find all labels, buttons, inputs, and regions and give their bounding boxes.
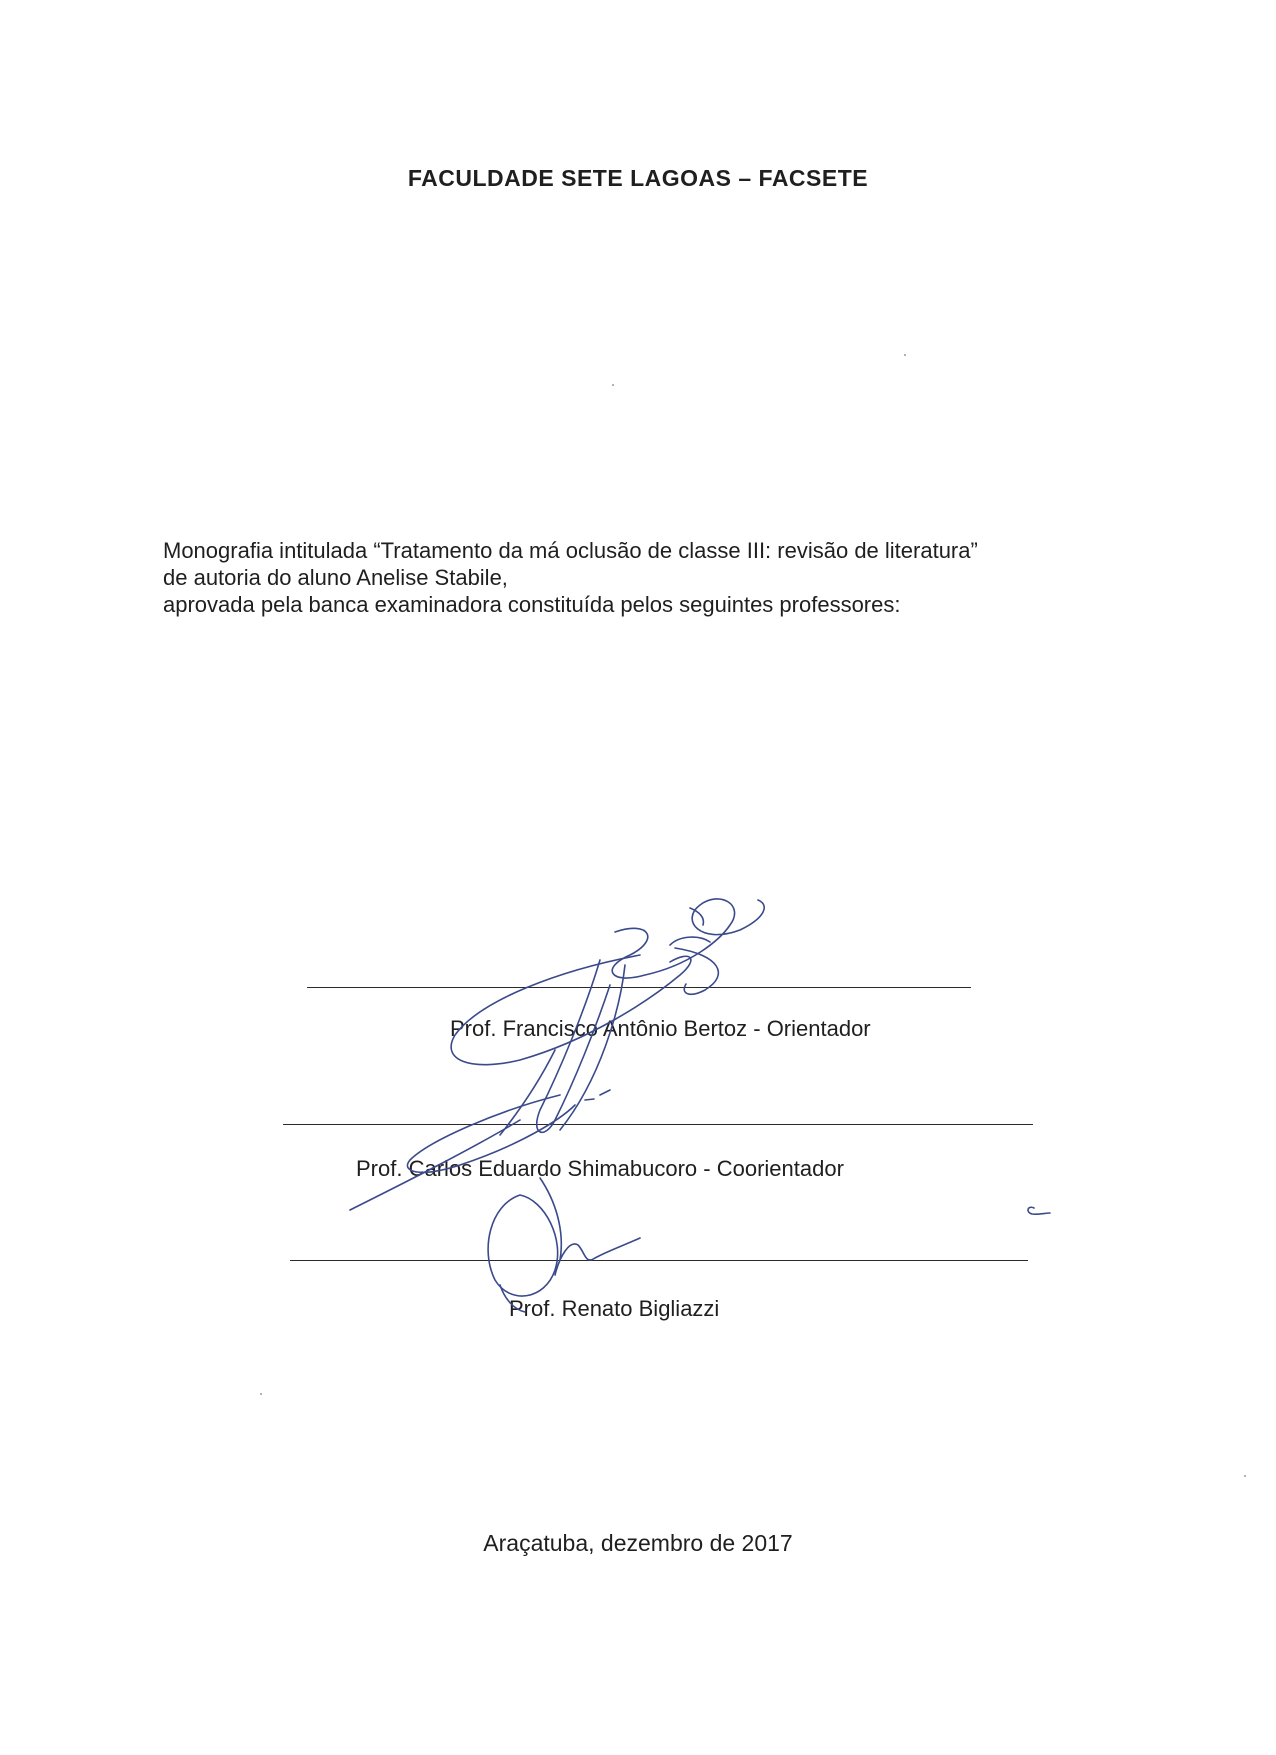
signature-advisor-stroke: [537, 960, 610, 1132]
approval-line-author: de autoria do aluno Anelise Stabile,: [163, 565, 508, 590]
signature-advisor-stroke: [612, 899, 764, 978]
signature-line-coadvisor: [283, 1124, 1033, 1125]
signature-examiner-stroke: [540, 1178, 561, 1260]
paper-speck: [612, 384, 614, 386]
signature-advisor-stroke: [560, 965, 625, 1130]
signature-advisor-stroke: [670, 937, 710, 945]
paper-speck: [904, 354, 906, 356]
approval-line-committee: aprovada pela banca examinadora constituída pelos seguintes professores:: [163, 592, 901, 617]
signature-examiner-stroke: [1028, 1207, 1050, 1214]
institution-title: FACULDADE SETE LAGOAS – FACSETE: [407, 165, 869, 191]
paper-speck: [1244, 1475, 1246, 1477]
signature-examiner-stroke: [555, 1238, 640, 1275]
signature-caption-advisor: Prof. Francisco Antônio Bertoz - Orientador: [450, 1016, 871, 1041]
signature-coadvisor-stroke: [500, 1050, 555, 1135]
signature-advisor-stroke: [690, 908, 703, 925]
approval-line-title: Monografia intitulada “Tratamento da má oclusão de classe III: revisão de literatura”: [163, 538, 978, 563]
signature-coadvisor-stroke: [585, 1099, 594, 1100]
approval-statement: [163, 537, 978, 618]
signature-coadvisor-stroke: [600, 1090, 610, 1095]
place-and-date: Araçatuba, dezembro de 2017: [483, 1530, 793, 1556]
signature-caption-coadvisor: Prof. Carlos Eduardo Shimabucoro - Coorientador: [356, 1156, 844, 1181]
signature-line-examiner: [290, 1260, 1028, 1261]
signature-advisor-stroke: [451, 955, 691, 1065]
paper-speck: [260, 1393, 262, 1395]
signature-line-advisor: [307, 987, 971, 988]
signature-examiner-stroke: [488, 1195, 558, 1296]
signature-caption-examiner: Prof. Renato Bigliazzi: [509, 1296, 720, 1321]
